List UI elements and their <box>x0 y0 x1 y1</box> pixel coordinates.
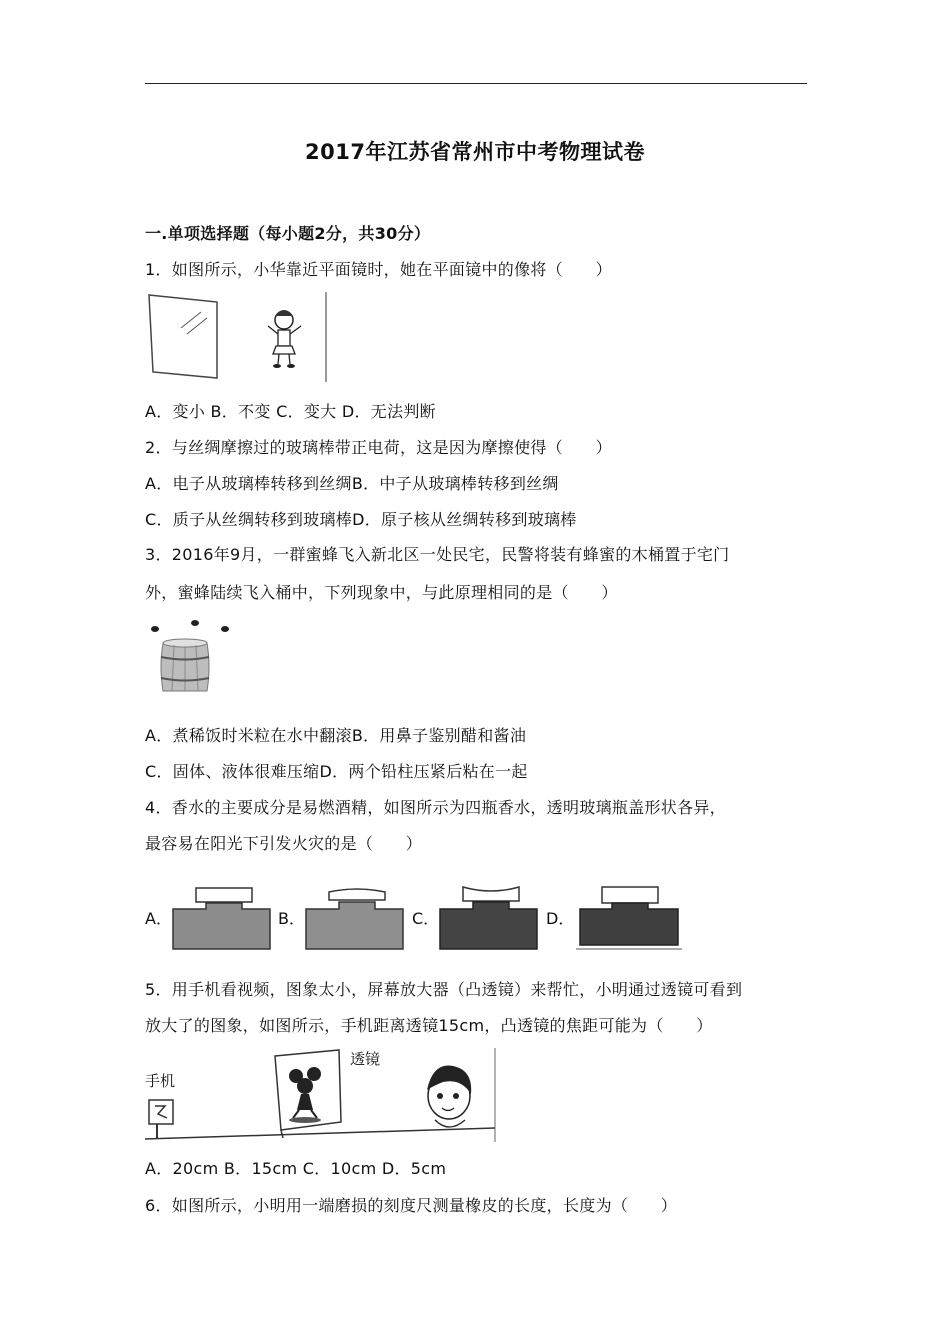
phone-label: 手机 <box>145 1072 176 1090</box>
header-rule <box>145 83 807 84</box>
q3-options-ab: A．煮稀饭时米粒在水中翻滚B．用鼻子鉴别醋和酱油 <box>145 726 527 745</box>
lens-frame <box>275 1050 341 1138</box>
flat-cap <box>196 888 252 902</box>
q5-stem-2: 放大了的图象，如图所示，手机距离透镜15cm，凸透镜的焦距可能为（ ） <box>145 1016 713 1035</box>
ground-line <box>145 1128 495 1139</box>
q4-perfume-bottle-d <box>574 885 686 951</box>
q4-option-c-label: C． <box>412 909 440 928</box>
q3-options-cd: C．固体、液体很难压缩D．两个铅柱压紧后粘在一起 <box>145 762 528 781</box>
q4-option-b-label: B． <box>278 909 305 928</box>
q1-options: A．变小 B．不变 C．变大 D．无法判断 <box>145 402 436 421</box>
q6-stem: 6．如图所示，小明用一端磨损的刻度尺测量橡皮的长度，长度为（ ） <box>145 1196 678 1215</box>
q5-phone-lens-figure <box>143 1048 499 1144</box>
q4-stem-2: 最容易在阳光下引发火灾的是（ ） <box>145 834 423 853</box>
q1-stem: 1．如图所示，小华靠近平面镜时，她在平面镜中的像将（ ） <box>145 260 612 279</box>
q2-stem: 2．与丝绸摩擦过的玻璃棒带正电荷，这是因为摩擦使得（ ） <box>145 438 612 457</box>
convex-cap <box>329 889 385 900</box>
q4-perfume-bottle-a <box>170 885 272 951</box>
q5-stem-1: 5．用手机看视频，图象太小，屏幕放大器（凸透镜）来帮忙，小明通过透镜可看到 <box>145 980 743 999</box>
girl-figure <box>268 310 301 368</box>
section-heading: 一.单项选择题（每小题2分，共30分） <box>145 224 431 243</box>
q2-options-cd: C．质子从丝绸转移到玻璃棒D．原子核从丝绸转移到玻璃棒 <box>145 510 577 529</box>
concave-cap <box>463 887 519 901</box>
thin-cap <box>602 887 658 903</box>
q4-perfume-bottle-c <box>437 885 539 951</box>
q3-stem-2: 外，蜜蜂陆续飞入桶中，下列现象中，与此原理相同的是（ ） <box>145 583 618 602</box>
boy-face <box>427 1066 471 1128</box>
lens-label: 透镜 <box>350 1050 381 1068</box>
q4-perfume-bottle-b <box>303 885 405 951</box>
wooden-barrel <box>161 639 209 691</box>
q4-option-d-label: D． <box>546 909 575 928</box>
phone-on-stand <box>149 1100 173 1138</box>
mirror-shape <box>149 295 217 378</box>
bee-icon <box>151 620 229 632</box>
q1-mirror-figure <box>145 290 335 385</box>
q3-barrel-figure <box>145 615 240 700</box>
page-title: 2017年江苏省常州市中考物理试卷 <box>305 140 645 164</box>
q4-option-a-label: A． <box>145 909 172 928</box>
q2-options-ab: A．电子从玻璃棒转移到丝绸B．中子从玻璃棒转移到丝绸 <box>145 474 559 493</box>
q5-options: A．20cm B．15cm C．10cm D．5cm <box>145 1159 447 1178</box>
q3-stem-1: 3．2016年9月，一群蜜蜂飞入新北区一处民宅，民警将装有蜂蜜的木桶置于宅门 <box>145 545 730 564</box>
q4-stem-1: 4．香水的主要成分是易燃酒精，如图所示为四瓶香水，透明玻璃瓶盖形状各异， <box>145 798 726 817</box>
